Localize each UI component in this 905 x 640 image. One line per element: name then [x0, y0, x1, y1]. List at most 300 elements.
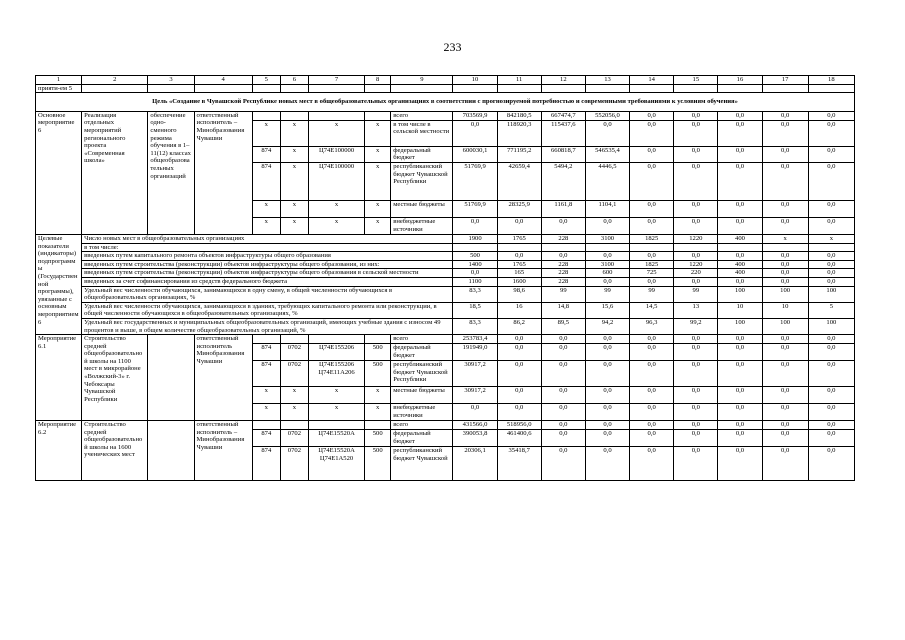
value-cell: 0,0 — [762, 361, 808, 387]
value-cell: 1161,8 — [541, 200, 585, 217]
indicator-value: 100 — [808, 286, 854, 302]
funding-source: всего — [391, 111, 453, 120]
value-cell: 0,0 — [585, 120, 629, 146]
indicator-value — [453, 243, 497, 252]
indicator-value: 89,5 — [541, 318, 585, 334]
value-cell: 431566,0 — [453, 421, 497, 430]
indicator-value — [718, 243, 762, 252]
value-cell: 0,0 — [674, 120, 718, 146]
funding-source: в том числе в сельской местности — [391, 120, 453, 146]
event-6-1-executor: ответственный исполнитель Минобразования Чувашии — [194, 335, 252, 421]
column-number: 12 — [541, 76, 585, 85]
main-event-purpose: обеспечение одно-сменного режима обучения в 1–11(12) классах общеобразовательных организаций — [148, 111, 194, 234]
indicator-value: 99 — [541, 286, 585, 302]
indicator-value: 14,5 — [630, 302, 674, 318]
indicator-value — [762, 243, 808, 252]
value-cell: 0,0 — [630, 430, 674, 447]
target-article-code: Ц74Е15520А Ц74Е1А520 — [308, 447, 364, 481]
indicator-value: 0,0 — [541, 252, 585, 261]
value-cell: 118920,3 — [497, 120, 541, 146]
section-code: x — [280, 120, 308, 146]
value-cell: 461400,6 — [497, 430, 541, 447]
value-cell: 0,0 — [762, 162, 808, 200]
value-cell: 0,0 — [497, 335, 541, 344]
value-cell: 0,0 — [630, 162, 674, 200]
value-cell: 0,0 — [674, 146, 718, 162]
indicator-text: Удельный вес численности обучающихся, занимающихся в зданиях, требующих капитального ремонта или реконструкции, в общей численности обучающихся в общеобразовательных организациях, % — [82, 302, 453, 318]
section-code: 0702 — [280, 344, 308, 361]
indicator-value: 1600 — [497, 277, 541, 286]
value-cell: 0,0 — [808, 146, 854, 162]
value-cell: 0,0 — [808, 361, 854, 387]
value-cell: 191949,0 — [453, 344, 497, 361]
indicator-value: 400 — [718, 269, 762, 278]
indicator-value: 165 — [497, 269, 541, 278]
program-table — [35, 75, 855, 481]
indicator-value: 100 — [762, 286, 808, 302]
column-number: 18 — [808, 76, 854, 85]
value-cell: 0,0 — [585, 404, 629, 421]
value-cell: 0,0 — [585, 361, 629, 387]
indicator-value: 0,0 — [674, 252, 718, 261]
main-event-name: Реализация отдельных мероприятий регионального проекта «Современная школа» — [82, 111, 148, 234]
value-cell: 0,0 — [762, 430, 808, 447]
indicator-row — [36, 286, 855, 302]
value-cell: 35418,7 — [497, 447, 541, 481]
value-cell: 115437,6 — [541, 120, 585, 146]
event-6-2-purpose — [148, 421, 194, 481]
value-cell: 0,0 — [762, 404, 808, 421]
column-number: 14 — [630, 76, 674, 85]
empty-cell — [453, 84, 497, 93]
indicator-row — [36, 302, 855, 318]
value-cell: 20306,1 — [453, 447, 497, 481]
indicator-text: введенных путем строительства (реконструкции) объектов инфраструктуры общего образования в сельской местности — [82, 269, 453, 278]
event-6-2-name: Строительство средней общеобразовательной школы на 1600 ученических мест — [82, 421, 148, 481]
grbs-code — [252, 421, 280, 430]
indicator-value: 0,0 — [762, 277, 808, 286]
section-code: x — [280, 404, 308, 421]
funding-source: всего — [391, 335, 453, 344]
value-cell: 0,0 — [674, 387, 718, 404]
value-cell: 0,0 — [630, 361, 674, 387]
value-cell: 0,0 — [630, 387, 674, 404]
indicator-value: 0,0 — [718, 252, 762, 261]
value-cell: 0,0 — [541, 404, 585, 421]
value-cell: 0,0 — [718, 421, 762, 430]
empty-cell — [280, 84, 308, 93]
target-article-code: Ц74Е15520А — [308, 430, 364, 447]
expense-type-code — [365, 335, 391, 344]
indicator-value: 18,5 — [453, 302, 497, 318]
empty-cell — [391, 84, 453, 93]
indicator-value — [674, 243, 718, 252]
funding-source: федеральный бюджет — [391, 344, 453, 361]
value-cell: 0,0 — [718, 430, 762, 447]
value-cell: 0,0 — [718, 361, 762, 387]
value-cell: 518956,0 — [497, 421, 541, 430]
expense-type-code: x — [365, 120, 391, 146]
value-cell: 0,0 — [808, 335, 854, 344]
section-code: x — [280, 217, 308, 234]
value-cell: 51769,9 — [453, 162, 497, 200]
indicator-value: 99 — [585, 286, 629, 302]
value-cell: 0,0 — [497, 344, 541, 361]
main-event-row — [36, 111, 855, 120]
value-cell: 0,0 — [630, 217, 674, 234]
indicator-text: введенных путем строительства (реконструкции) объектов инфраструктуры общего образования, из них: — [82, 260, 453, 269]
column-number: 11 — [497, 76, 541, 85]
event-6-1-label: Мероприятие 6.1 — [36, 335, 82, 421]
funding-source: всего — [391, 421, 453, 430]
indicator-value: x — [808, 234, 854, 243]
indicators-label: Целевые показатели (индикаторы) подпрограммы (Государственной программы), увязанные с основным мероприятием 6 — [36, 234, 82, 334]
value-cell: 0,0 — [453, 404, 497, 421]
indicator-value — [585, 243, 629, 252]
value-cell: 30917,2 — [453, 387, 497, 404]
value-cell: 0,0 — [453, 217, 497, 234]
indicator-value — [630, 243, 674, 252]
indicator-value: 400 — [718, 260, 762, 269]
value-cell: 253783,4 — [453, 335, 497, 344]
value-cell: 0,0 — [541, 335, 585, 344]
value-cell: 0,0 — [718, 146, 762, 162]
indicator-value: 5 — [808, 302, 854, 318]
indicator-text: введенных путем капитального ремонта объектов инфраструктуры общего образования — [82, 252, 453, 261]
empty-cell — [308, 84, 364, 93]
value-cell: 0,0 — [585, 447, 629, 481]
value-cell: 0,0 — [762, 146, 808, 162]
value-cell: 0,0 — [674, 430, 718, 447]
indicator-value: 3100 — [585, 234, 629, 243]
column-number: 1 — [36, 76, 82, 85]
column-number: 6 — [280, 76, 308, 85]
column-number: 5 — [252, 76, 280, 85]
grbs-code: x — [252, 120, 280, 146]
value-cell: 0,0 — [630, 120, 674, 146]
value-cell: 0,0 — [585, 217, 629, 234]
expense-type-code — [365, 111, 391, 120]
value-cell: 0,0 — [808, 217, 854, 234]
section-code: 0702 — [280, 447, 308, 481]
funding-source: республиканский бюджет Чувашской Республики — [391, 162, 453, 200]
indicator-value: 16 — [497, 302, 541, 318]
indicator-value: 725 — [630, 269, 674, 278]
value-cell: 0,0 — [541, 421, 585, 430]
section-code: x — [280, 146, 308, 162]
indicator-value: 0,0 — [585, 252, 629, 261]
value-cell: 0,0 — [497, 404, 541, 421]
value-cell: 0,0 — [762, 200, 808, 217]
value-cell: 0,0 — [718, 344, 762, 361]
target-article-code — [308, 111, 364, 120]
indicator-row — [36, 252, 855, 261]
value-cell: 0,0 — [541, 447, 585, 481]
value-cell: 546535,4 — [585, 146, 629, 162]
value-cell: 0,0 — [762, 421, 808, 430]
section-code: x — [280, 387, 308, 404]
indicator-value: x — [762, 234, 808, 243]
grbs-code: 874 — [252, 344, 280, 361]
value-cell: 0,0 — [808, 111, 854, 120]
column-number: 16 — [718, 76, 762, 85]
indicator-value: 1825 — [630, 234, 674, 243]
value-cell: 0,0 — [718, 120, 762, 146]
value-cell: 0,0 — [541, 387, 585, 404]
goal-text: Цель «Создание в Чувашской Республике новых мест в общеобразовательных организациях в соответствии с прогнозируемой потребностью и современными требованиями к условиям обучения» — [36, 93, 855, 112]
indicator-value: 0,0 — [808, 277, 854, 286]
section-code: x — [280, 200, 308, 217]
target-article-code: x — [308, 217, 364, 234]
value-cell: 660818,7 — [541, 146, 585, 162]
empty-cell — [82, 84, 148, 93]
target-article-code — [308, 421, 364, 430]
indicator-value: 0,0 — [630, 277, 674, 286]
indicator-value: 228 — [541, 260, 585, 269]
grbs-code: 874 — [252, 162, 280, 200]
indicator-value: 0,0 — [453, 269, 497, 278]
funding-source: внебюджетные источники — [391, 217, 453, 234]
value-cell: 0,0 — [808, 200, 854, 217]
page-number: 233 — [443, 40, 462, 54]
indicator-value: 99 — [630, 286, 674, 302]
value-cell: 0,0 — [808, 404, 854, 421]
indicator-value: 400 — [718, 234, 762, 243]
value-cell: 0,0 — [762, 447, 808, 481]
value-cell: 552056,0 — [585, 111, 629, 120]
value-cell: 0,0 — [718, 404, 762, 421]
value-cell: 0,0 — [630, 111, 674, 120]
target-article-code: x — [308, 404, 364, 421]
indicator-text: в том числе: — [82, 243, 453, 252]
indicator-value: 1220 — [674, 260, 718, 269]
empty-cell — [541, 84, 585, 93]
indicator-value: 100 — [762, 318, 808, 334]
column-number-row — [36, 76, 855, 85]
indicator-value — [808, 243, 854, 252]
funding-source: республиканский бюджет Чувашской — [391, 447, 453, 481]
indicator-value: 0,0 — [762, 252, 808, 261]
value-cell: 0,0 — [585, 335, 629, 344]
value-cell: 51769,9 — [453, 200, 497, 217]
indicator-value: 220 — [674, 269, 718, 278]
funding-source: федеральный бюджет — [391, 430, 453, 447]
value-cell: 0,0 — [674, 335, 718, 344]
expense-type-code: x — [365, 162, 391, 200]
indicator-text: Удельный вес государственных и муниципальных общеобразовательных организаций, имеющих учебные здания с износом 49 процентов и выше, в общем количестве общеобразовательных организаций, % — [82, 318, 453, 334]
indicator-value: 0,0 — [497, 252, 541, 261]
target-article-code: Ц74Е100000 — [308, 162, 364, 200]
expense-type-code: x — [365, 387, 391, 404]
event-6-2-executor: ответственный исполнитель – Минобразования Чувашии — [194, 421, 252, 481]
target-article-code: Ц74Е155206 — [308, 344, 364, 361]
value-cell: 0,0 — [718, 387, 762, 404]
indicator-text: Удельный вес численности обучающихся, занимающихся в одну смену, в общей численности обучающихся в общеобразовательных организациях, % — [82, 286, 453, 302]
indicator-value: 99,2 — [674, 318, 718, 334]
value-cell: 0,0 — [762, 344, 808, 361]
indicator-value: 100 — [808, 318, 854, 334]
column-number: 3 — [148, 76, 194, 85]
value-cell: 0,0 — [808, 430, 854, 447]
indicator-value: 99 — [674, 286, 718, 302]
indicator-row — [36, 234, 855, 243]
target-article-code: x — [308, 200, 364, 217]
table-body — [36, 76, 855, 481]
funding-source: внебюджетные источники — [391, 404, 453, 421]
indicator-value: 228 — [541, 269, 585, 278]
funding-source: республиканский бюджет Чувашской Республики — [391, 361, 453, 387]
value-cell: 0,0 — [674, 162, 718, 200]
value-cell: 0,0 — [808, 162, 854, 200]
empty-cell — [630, 84, 674, 93]
grbs-code: x — [252, 200, 280, 217]
value-cell: 600030,1 — [453, 146, 497, 162]
value-cell: 28325,9 — [497, 200, 541, 217]
empty-cell — [148, 84, 194, 93]
grbs-code: 874 — [252, 146, 280, 162]
grbs-code: x — [252, 404, 280, 421]
indicator-value: 100 — [718, 318, 762, 334]
indicator-value: 0,0 — [630, 252, 674, 261]
column-number: 9 — [391, 76, 453, 85]
value-cell: 0,0 — [674, 447, 718, 481]
section-code: 0702 — [280, 430, 308, 447]
indicator-row — [36, 260, 855, 269]
value-cell: 5494,2 — [541, 162, 585, 200]
indicator-value: 0,0 — [808, 252, 854, 261]
value-cell: 0,0 — [674, 361, 718, 387]
indicator-value: 3100 — [585, 260, 629, 269]
value-cell: 0,0 — [453, 120, 497, 146]
indicator-value: 228 — [541, 277, 585, 286]
indicator-value: 1825 — [630, 260, 674, 269]
main-event-executor: ответственный исполнитель – Минобразования Чувашии — [194, 111, 252, 234]
indicator-value: 1765 — [497, 260, 541, 269]
value-cell: 703569,9 — [453, 111, 497, 120]
indicator-value: 0,0 — [585, 277, 629, 286]
expense-type-code: x — [365, 200, 391, 217]
expense-type-code: x — [365, 146, 391, 162]
value-cell: 0,0 — [541, 217, 585, 234]
indicator-value: 500 — [453, 252, 497, 261]
value-cell: 0,0 — [674, 200, 718, 217]
value-cell: 0,0 — [808, 447, 854, 481]
value-cell: 0,0 — [808, 387, 854, 404]
goal-row — [36, 93, 855, 112]
target-article-code: Ц74Е155206 Ц74Е11А206 — [308, 361, 364, 387]
event-6-2-label: Мероприятие 6.2 — [36, 421, 82, 481]
value-cell: 4446,5 — [585, 162, 629, 200]
value-cell: 0,0 — [585, 421, 629, 430]
value-cell: 0,0 — [718, 217, 762, 234]
empty-cell — [497, 84, 541, 93]
value-cell: 0,0 — [808, 120, 854, 146]
value-cell: 0,0 — [497, 217, 541, 234]
value-cell: 0,0 — [585, 430, 629, 447]
value-cell: 0,0 — [630, 421, 674, 430]
value-cell: 0,0 — [630, 447, 674, 481]
indicator-value: 100 — [718, 286, 762, 302]
empty-cell — [674, 84, 718, 93]
indicator-text: введенных за счет софинансирования из средств федерального бюджета — [82, 277, 453, 286]
indicator-value: 0,0 — [808, 269, 854, 278]
grbs-code: x — [252, 217, 280, 234]
value-cell: 0,0 — [718, 162, 762, 200]
indicator-value: 14,8 — [541, 302, 585, 318]
column-number: 7 — [308, 76, 364, 85]
value-cell: 0,0 — [630, 404, 674, 421]
main-event-label: Основное мероприятие 6 — [36, 111, 82, 234]
value-cell: 0,0 — [718, 200, 762, 217]
empty-cell — [252, 84, 280, 93]
indicator-value: 83,3 — [453, 318, 497, 334]
value-cell: 0,0 — [718, 447, 762, 481]
column-number: 4 — [194, 76, 252, 85]
funding-source: местные бюджеты — [391, 200, 453, 217]
column-number: 17 — [762, 76, 808, 85]
value-cell: 42659,4 — [497, 162, 541, 200]
value-cell: 0,0 — [541, 344, 585, 361]
indicator-value: 0,0 — [718, 277, 762, 286]
value-cell: 0,0 — [541, 361, 585, 387]
empty-cell — [365, 84, 391, 93]
indicator-value: 98,6 — [497, 286, 541, 302]
value-cell: 0,0 — [762, 387, 808, 404]
section-code — [280, 421, 308, 430]
column-number: 13 — [585, 76, 629, 85]
funding-source: федеральный бюджет — [391, 146, 453, 162]
value-cell: 0,0 — [541, 430, 585, 447]
empty-cell — [585, 84, 629, 93]
expense-type-code: 500 — [365, 344, 391, 361]
indicator-row — [36, 269, 855, 278]
value-cell: 0,0 — [674, 344, 718, 361]
grbs-code: x — [252, 387, 280, 404]
funding-source: местные бюджеты — [391, 387, 453, 404]
indicator-value: 1900 — [453, 234, 497, 243]
expense-type-code: 500 — [365, 447, 391, 481]
indicator-value: 96,3 — [630, 318, 674, 334]
value-cell: 0,0 — [630, 335, 674, 344]
value-cell: 0,0 — [630, 344, 674, 361]
carryover-row — [36, 84, 855, 93]
value-cell: 30917,2 — [453, 361, 497, 387]
empty-cell — [194, 84, 252, 93]
value-cell: 0,0 — [718, 335, 762, 344]
event-6-1-name: Строительство средней общеобразовательной школы на 1100 мест в микрорайоне «Волжский-3» г. Чебоксары Чувашской Республики — [82, 335, 148, 421]
indicator-value: 1100 — [453, 277, 497, 286]
indicator-value: 13 — [674, 302, 718, 318]
indicator-value: 10 — [718, 302, 762, 318]
indicator-value: 1765 — [497, 234, 541, 243]
expense-type-code: x — [365, 404, 391, 421]
value-cell: 0,0 — [630, 200, 674, 217]
grbs-code — [252, 111, 280, 120]
indicator-row — [36, 277, 855, 286]
value-cell: 0,0 — [762, 120, 808, 146]
expense-type-code: 500 — [365, 361, 391, 387]
column-number: 2 — [82, 76, 148, 85]
target-article-code: x — [308, 387, 364, 404]
value-cell: 0,0 — [674, 111, 718, 120]
indicator-row — [36, 243, 855, 252]
value-cell: 0,0 — [808, 421, 854, 430]
column-number: 15 — [674, 76, 718, 85]
grbs-code: 874 — [252, 361, 280, 387]
indicator-row — [36, 318, 855, 334]
event-6-2-row — [36, 421, 855, 430]
value-cell: 1104,1 — [585, 200, 629, 217]
